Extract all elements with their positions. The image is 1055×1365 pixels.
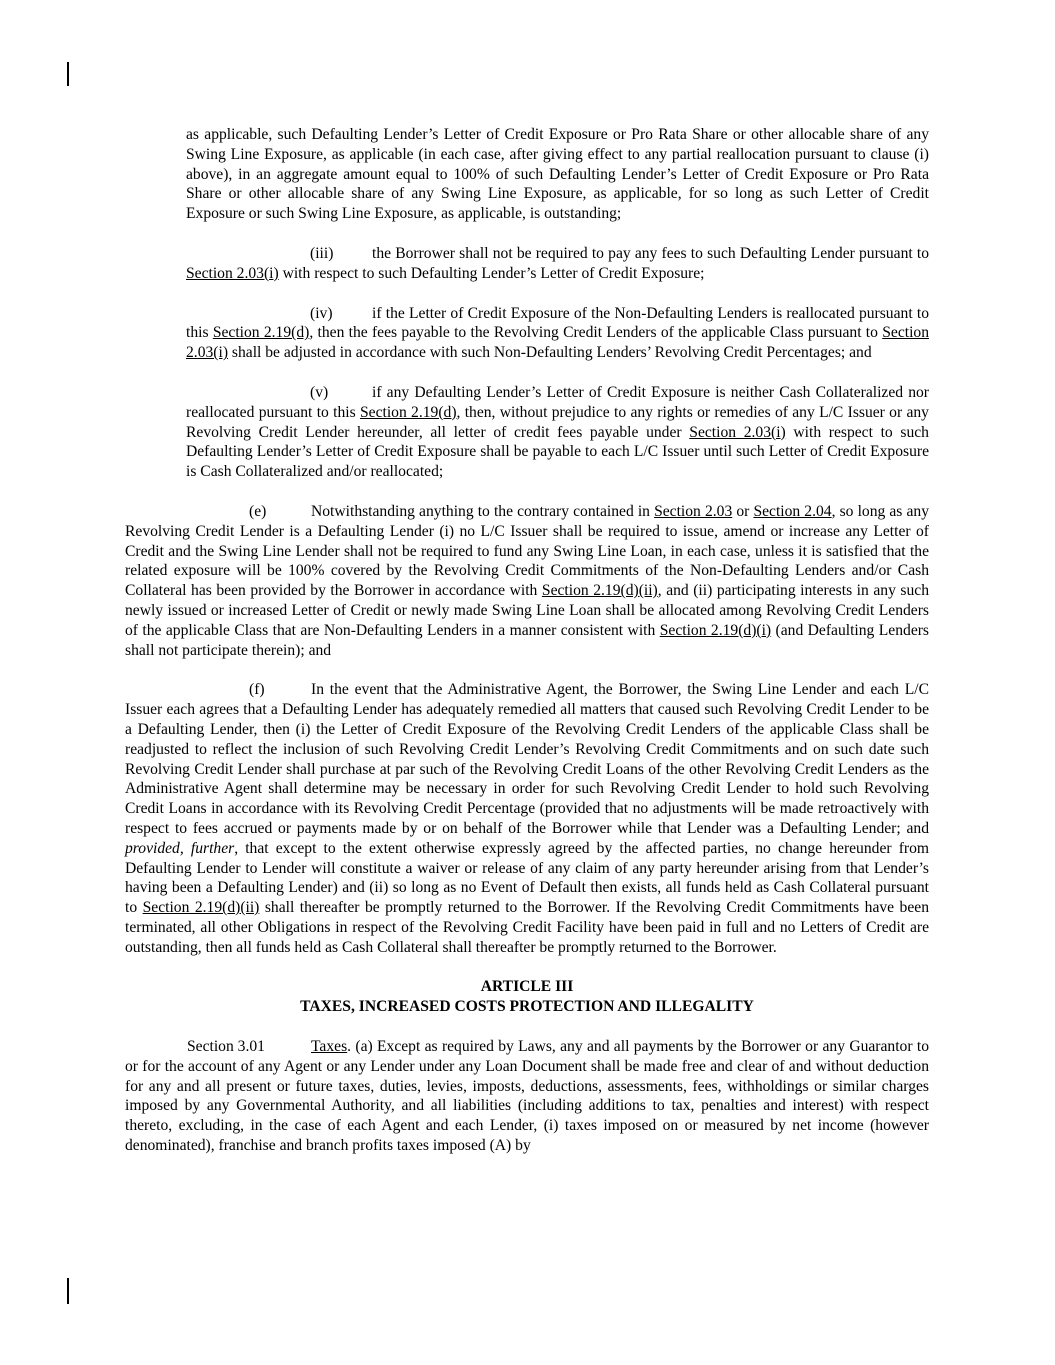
document-page <box>125 125 929 1156</box>
paragraph-continuation: as applicable, such Defaulting Lender’s Letter of Credit Exposure or Pro Rata Share or other allocable share of any Swing Line Exposure, as applicable (in each case, after giving effect to any partial reallocation pursuant to clause (i) above), in an aggregate amount equal to 100% of such Defaulting Lender’s Letter of Credit Exposure or Pro Rata Share or other allocable share of any Swing Line Exposure, as applicable, for so long as such Letter of Credit Exposure or such Swing Line Exposure, as applicable, is outstanding; <box>186 126 929 223</box>
emphasis-text: provided, further <box>125 839 235 857</box>
section-ref-link[interactable]: Section 2.03(i) <box>186 324 929 362</box>
section-ref-link[interactable]: Section 2.19(d) <box>212 324 310 342</box>
article-number: ARTICLE III <box>480 978 574 996</box>
clause-iii-label: (iii) <box>310 244 334 262</box>
section-ref-link[interactable]: Section 2.03 <box>654 502 733 520</box>
section-ref-link[interactable]: Section 2.19(d)(ii) <box>541 582 658 600</box>
clause-f: (f) In the event that the Administrative Agent, the Borrower, the Swing Line Lender and each L/C Issuer each agrees that a Defaulting Lender has adequately remedied all matters that caused such Revolving Credit Lender to be a Defaulting Lender, then (i) the Letter of Credit Exposure of the Revolving Credit Lenders of the applicable Class shall be readjusted to reflect the inclusion of such Revolving Credit Lender’s Revolving Credit Commitments and on such date such Revolving Credit Lender shall purchase at par such of the Revolving Credit Loans of the other Revolving Credit Lenders as the Administrative Agent shall determine may be necessary in order for such Revolving Credit Lender to hold such Revolving Credit Loans in accordance with its Revolving Credit Percentage (provided that no adjustments will be made retroactively with respect to fees accrued or payments made by or on behalf of the Borrower while that Lender was a Defaulting Lender; and provided, further, that except to the extent otherwise expressly agreed by the affected parties, no change hereunder from Defaulting Lender to Lender will constitute a waiver or release of any claim of any party hereunder arising from that Lender’s having been a Defaulting Lender) and (ii) so long as no Event of Default then exists, all funds held as Cash Collateral pursuant to Section 2.19(d)(ii) shall thereafter be promptly returned to the Borrower. If the Revolving Credit Commitments have been terminated, all other Obligations in respect of the Revolving Credit Facility have been paid in full and no Letters of Credit are outstanding, then all funds held as Cash Collateral shall thereafter be promptly returned to the Borrower. <box>125 681 929 956</box>
clause-iv: (iv) if the Letter of Credit Exposure of the Non-Defaulting Lenders is reallocated pursuant to this Section 2.19(d), then the fees payable to the Revolving Credit Lenders of the applicable Class pursuant to Section 2.03(i) shall be adjusted in accordance with such Non-Defaulting Lenders’ Revolving Credit Percentages; and <box>186 304 929 362</box>
clause-e: (e) Notwithstanding anything to the contrary contained in Section 2.03 or Section 2.04, so long as any Revolving Credit Lender is a Defaulting Lender (i) no L/C Issuer shall be required to issue, amend or increase any Letter of Credit and the Swing Line Lender shall not be required to fund any Swing Line Loan, in each case, unless it is satisfied that the related exposure will be 100% covered by the Revolving Credit Commitments of the Non-Defaulting Lenders and/or Cash Collateral has been provided by the Borrower in accordance with Section 2.19(d)(ii), and (ii) participating interests in any such newly issued or increased Letter of Credit or newly made Swing Line Loan shall be allocated among Revolving Credit Lenders of the applicable Class that are Non-Defaulting Lenders in a manner consistent with Section 2.19(d)(i) (and Defaulting Lenders shall not participate therein); and <box>125 502 930 659</box>
clause-v-label: (v) <box>310 383 329 401</box>
section-ref-link[interactable]: Section 2.03(i) <box>186 264 279 282</box>
section-ref-link[interactable]: Section 2.04 <box>753 502 832 520</box>
clause-iv-label: (iv) <box>310 304 333 322</box>
clause-iii: (iii) the Borrower shall not be required to pay any fees to such Defaulting Lender pursuant to Section 2.03(i) with respect to such Defaulting Lender’s Letter of Credit Exposure; <box>186 244 929 282</box>
article-title: TAXES, INCREASED COSTS PROTECTION AND ILLEGALITY <box>300 998 754 1016</box>
section-ref-link[interactable]: Section 2.19(d)(i) <box>659 621 772 639</box>
section-ref-link[interactable]: Section 2.03(i) <box>689 423 786 441</box>
revision-bar-bottom <box>67 1278 69 1304</box>
clause-v: (v) if any Defaulting Lender’s Letter of Credit Exposure is neither Cash Collateralized nor reallocated pursuant to this Section 2.19(d), then, without prejudice to any rights or remedies of any L/C Issuer or any Revolving Credit Lender hereunder, all letter of credit fees payable under Section 2.03(i) with respect to such Defaulting Lender’s Letter of Credit Exposure shall be payable to each L/C Issuer until such Letter of Credit Exposure is Cash Collateralized and/or reallocated; <box>186 383 929 481</box>
clause-f-label: (f) <box>249 681 265 699</box>
section-3-01-heading: Taxes <box>311 1038 348 1056</box>
section-3-01-label: Section 3.01 <box>187 1038 265 1056</box>
section-ref-link[interactable]: Section 2.19(d)(ii) <box>142 899 260 917</box>
section-ref-link[interactable]: Section 2.19(d) <box>359 403 457 421</box>
revision-bar-top <box>67 62 69 86</box>
section-3-01: Section 3.01 Taxes. (a) Except as required by Laws, any and all payments by the Borrower or any Guarantor to or for the account of any Agent or any Lender under any Loan Document shall be made free and clear of and without deduction for any and all present or future taxes, duties, levies, imposts, deductions, assessments, fees, withholdings or similar charges imposed by any Governmental Authority, and all liabilities (including additions to tax, penalties and interest) with respect thereto, excluding, in the case of each Agent and each Lender, (i) taxes imposed on or measured by net income (however denominated), franchise and branch profits taxes imposed (A) by <box>125 1038 929 1155</box>
clause-e-label: (e) <box>249 502 267 520</box>
